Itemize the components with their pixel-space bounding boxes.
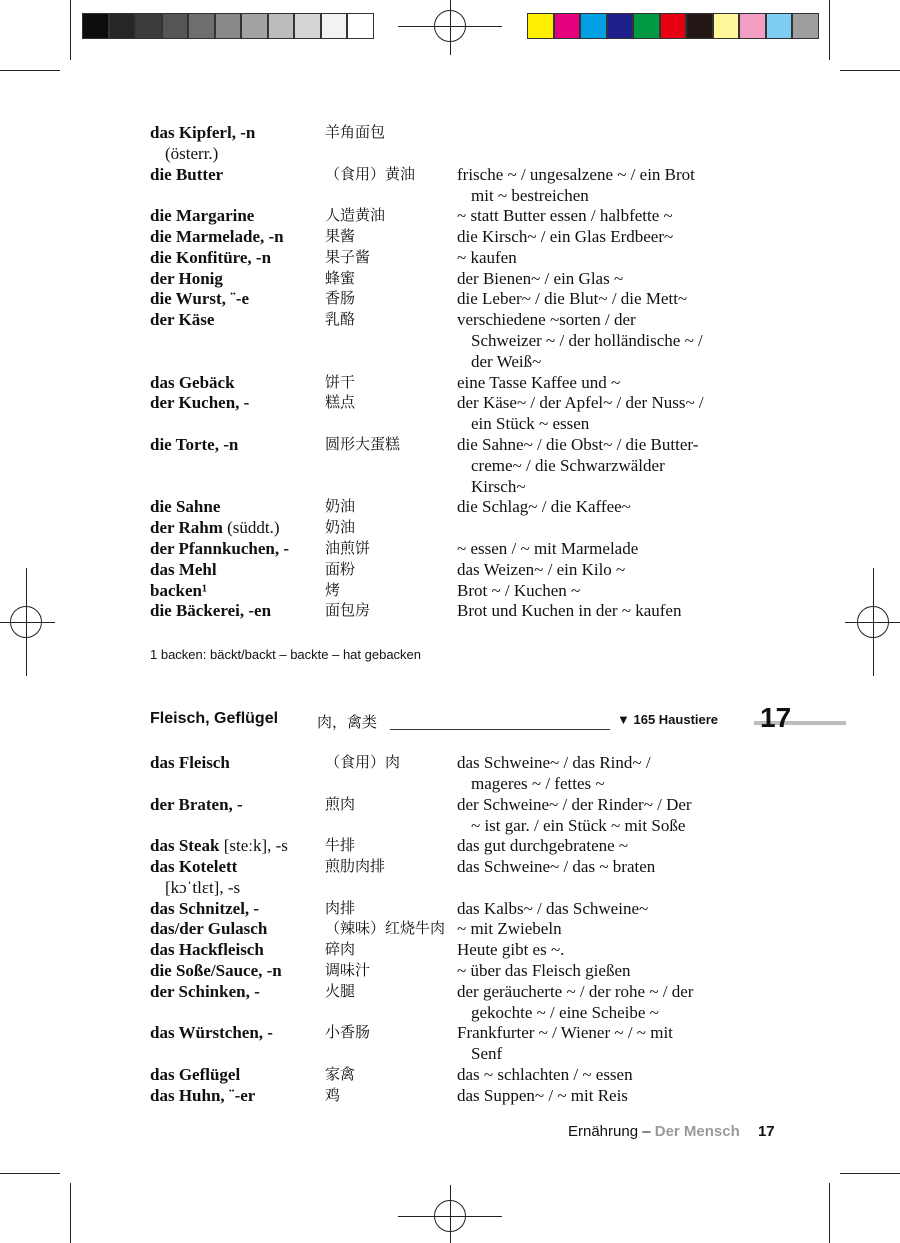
vocab-example: die Leber~ / die Blut~ / die Mett~ — [457, 289, 688, 309]
vocab-example-cell — [457, 392, 757, 434]
vocab-example-cell — [457, 559, 757, 580]
color-swatch — [241, 13, 268, 39]
vocab-term: das Huhn, ¨-er — [150, 1085, 256, 1105]
vocab-example: ~ über das Fleisch gießen — [457, 961, 631, 980]
vocab-chinese: 肉排 — [325, 898, 356, 917]
vocab-chinese: 果酱 — [325, 227, 356, 245]
color-swatch — [739, 13, 766, 39]
vocab-term: das Würstchen, - — [150, 1023, 273, 1043]
vocab-chinese: 糕点 — [325, 393, 356, 412]
color-swatch — [321, 13, 348, 39]
vocab-example-cont: mageres ~ / fettes ~ — [471, 774, 605, 793]
vocab-chinese: 饼干 — [325, 372, 356, 391]
vocab-term: das/der Gulasch — [150, 919, 268, 939]
vocab-example-cell — [457, 164, 757, 206]
vocab-example: der Käse~ / der Apfel~ / der Nuss~ / — [457, 393, 704, 413]
color-swatch — [135, 13, 162, 39]
vocab-example: der Schweine~ / der Rinder~ / Der — [457, 794, 692, 814]
vocab-term-cell — [150, 496, 325, 517]
vocab-term-cell — [150, 538, 325, 559]
vocab-example-cell — [457, 1085, 757, 1106]
color-swatch — [766, 13, 793, 39]
vocab-term: der Honig — [150, 268, 223, 288]
vocab-chinese: 碎肉 — [325, 940, 356, 959]
vocab-term: der Kuchen, - — [150, 393, 250, 413]
color-swatch — [109, 13, 136, 39]
vocab-term-cell — [150, 835, 325, 856]
vocab-term-cell — [150, 517, 325, 538]
vocab-chinese: 香肠 — [325, 289, 356, 308]
vocab-example-cell — [457, 288, 757, 309]
vocab-term-cell — [150, 752, 325, 773]
color-swatch — [162, 13, 189, 39]
vocab-chinese: 面包房 — [325, 601, 371, 620]
vocab-example: das gut durchgebratene ~ — [457, 836, 629, 856]
section-title-chinese: 肉，禽类 — [317, 713, 378, 731]
vocab-example: das Kalbs~ / das Schweine~ — [457, 898, 649, 918]
vocab-term: die Bäckerei, -en — [150, 601, 272, 621]
vocab-term: backen¹ — [150, 580, 208, 600]
color-swatch — [82, 13, 109, 39]
vocab-example: Frankfurter ~ / Wiener ~ / ~ mit — [457, 1023, 673, 1043]
vocab-term: das Hackfleisch — [150, 940, 264, 960]
footer-part: Der Mensch — [654, 1123, 740, 1140]
vocab-term-cell — [150, 268, 325, 289]
vocab-chinese: 小香肠 — [325, 1023, 371, 1042]
vocab-term-note: (süddt.) — [227, 518, 280, 538]
vocab-example-cell — [457, 309, 757, 372]
vocab-example-cont: creme~ / die Schwarzwälder — [471, 456, 665, 475]
vocab-example-cell — [457, 372, 757, 393]
vocab-term: die Marmelade, -n — [150, 227, 284, 246]
vocab-chinese: 牛排 — [325, 836, 356, 855]
vocab-chinese: 奶油 — [325, 518, 356, 537]
footer-chapter: Ernährung – — [568, 1123, 651, 1140]
vocab-term: der Käse — [150, 310, 215, 330]
section-rule — [390, 729, 610, 730]
color-swatch — [554, 13, 581, 39]
vocab-example: verschiedene ~sorten / der — [457, 310, 636, 330]
vocab-term: die Sahne — [150, 497, 221, 517]
vocab-example: ~ essen / ~ mit Marmelade — [457, 539, 639, 558]
vocab-example-cell — [457, 752, 757, 794]
page-number: 17 — [757, 1123, 775, 1140]
color-swatch — [347, 13, 374, 39]
vocab-example-cell — [457, 1064, 757, 1085]
vocab-chinese: 乳酪 — [325, 310, 356, 329]
vocab-term-cell — [150, 1085, 325, 1106]
vocab-term: die Butter — [150, 164, 224, 184]
vocab-example-cont: gekochte ~ / eine Scheibe ~ — [471, 1002, 659, 1022]
vocab-example-cont: ein Stück ~ essen — [471, 414, 590, 434]
vocab-example-cont: Schweizer ~ / der holländische ~ / — [471, 331, 703, 351]
vocab-example: das Suppen~ / ~ mit Reis — [457, 1085, 628, 1105]
footer — [568, 1123, 775, 1140]
vocab-term-cell — [150, 372, 325, 393]
vocab-example-cell — [457, 918, 757, 939]
vocab-example-cont: mit ~ bestreichen — [471, 185, 589, 205]
vocab-example: die Kirsch~ / ein Glas Erdbeer~ — [457, 227, 674, 246]
vocab-example-cell — [457, 1022, 757, 1064]
vocab-example: ~ mit Zwiebeln — [457, 919, 562, 939]
vocab-term-cell — [150, 309, 325, 330]
vocab-example: das Schweine~ / das Rind~ / — [457, 753, 651, 772]
vocab-chinese: （食用）黄油 — [325, 164, 416, 183]
vocab-term-cell — [150, 856, 325, 898]
vocab-example: die Sahne~ / die Obst~ / die Butter- — [457, 435, 699, 454]
vocab-term: der Braten, - — [150, 794, 243, 814]
vocab-example: ~ statt Butter essen / halbfette ~ — [457, 206, 673, 226]
vocab-example-cont: ~ ist gar. / ein Stück ~ mit Soße — [471, 815, 686, 835]
vocab-term: die Wurst, ¨-e — [150, 289, 250, 309]
vocab-term-cell — [150, 918, 325, 939]
color-swatch — [294, 13, 321, 39]
section-title: Fleisch, Geflügel — [150, 710, 279, 727]
vocab-term-note: (österr.) — [165, 144, 219, 163]
vocab-term: die Torte, -n — [150, 435, 239, 454]
vocab-example-cell — [457, 434, 757, 497]
vocab-chinese: 油煎饼 — [325, 539, 371, 557]
vocab-chinese: 羊角面包 — [325, 123, 386, 141]
vocab-chinese: 人造黄油 — [325, 206, 386, 225]
color-swatch — [633, 13, 660, 39]
vocab-term-cell — [150, 247, 325, 268]
vocab-example: die Schlag~ / die Kaffee~ — [457, 497, 631, 517]
vocab-term: die Soße/Sauce, -n — [150, 961, 282, 980]
color-swatch — [215, 13, 242, 39]
color-swatch — [580, 13, 607, 39]
vocab-example-cont: der Weiß~ — [471, 352, 542, 372]
vocab-term: das Mehl — [150, 559, 217, 579]
vocab-example-cell — [457, 939, 757, 960]
vocab-example: das Schweine~ / das ~ braten — [457, 857, 656, 876]
vocab-example-cell — [457, 600, 757, 621]
vocab-term-cell — [150, 794, 325, 815]
footnote: 1 backen: bäckt/backt – backte – hat gebacken — [150, 647, 422, 662]
vocab-example-cell — [457, 226, 757, 247]
vocab-term-cell — [150, 559, 325, 580]
vocab-chinese: 面粉 — [325, 559, 356, 578]
vocab-example-cell — [457, 794, 757, 836]
vocab-chinese: 蜂蜜 — [325, 268, 356, 287]
vocab-example-cell — [457, 835, 757, 856]
vocab-example-cell — [457, 496, 757, 517]
section-number: 17 — [760, 702, 792, 733]
vocab-example-cont: Senf — [471, 1044, 503, 1064]
vocab-term: das Fleisch — [150, 753, 230, 772]
vocab-example: ~ kaufen — [457, 247, 517, 267]
vocab-example-cell — [457, 205, 757, 226]
vocab-term-cell — [150, 600, 325, 621]
vocab-term-note: [steːk], -s — [223, 836, 288, 856]
vocab-example-cell — [457, 960, 757, 981]
vocab-term-cell — [150, 898, 325, 919]
vocab-term: der Pfannkuchen, - — [150, 539, 290, 558]
vocab-example: der Bienen~ / ein Glas ~ — [457, 268, 624, 288]
vocab-term-cell — [150, 939, 325, 960]
vocab-example: der geräucherte ~ / der rohe ~ / der — [457, 981, 694, 1001]
vocab-chinese: 调味汁 — [325, 961, 371, 979]
vocab-term: die Margarine — [150, 206, 255, 226]
vocab-term: der Rahm — [150, 518, 223, 538]
vocab-term: das Kotelett — [150, 857, 238, 876]
vocab-example-cell — [457, 981, 757, 1023]
vocab-term: der Schinken, - — [150, 981, 260, 1001]
vocab-term-cell — [150, 164, 325, 185]
vocab-chinese: 煎肋肉排 — [325, 857, 386, 875]
color-swatch — [686, 13, 713, 39]
vocab-term-note: [kɔˈtlɛt], -s — [165, 878, 241, 897]
vocab-term-cell — [150, 122, 325, 164]
vocab-example-cont: Kirsch~ — [471, 477, 526, 496]
color-swatch — [713, 13, 740, 39]
vocab-example-cell — [457, 247, 757, 268]
color-swatch — [268, 13, 295, 39]
vocab-chinese: 圆形大蛋糕 — [325, 435, 401, 453]
color-swatch — [188, 13, 215, 39]
vocab-term-cell — [150, 1064, 325, 1085]
vocab-example: das Weizen~ / ein Kilo ~ — [457, 559, 626, 579]
vocab-example: das ~ schlachten / ~ essen — [457, 1065, 633, 1084]
vocab-chinese: 鸡 — [325, 1085, 341, 1104]
vocab-example: frische ~ / ungesalzene ~ / ein Brot — [457, 164, 695, 184]
color-swatch — [660, 13, 687, 39]
vocab-chinese: （辣味）红烧牛肉 — [325, 919, 446, 938]
vocab-term-cell — [150, 580, 325, 601]
vocab-chinese: （食用）肉 — [325, 753, 401, 771]
vocab-term-cell — [150, 981, 325, 1002]
vocab-term: das Schnitzel, - — [150, 898, 260, 918]
vocab-example: Brot ~ / Kuchen ~ — [457, 580, 581, 600]
vocab-chinese: 火腿 — [325, 981, 356, 1000]
vocab-chinese: 煎肉 — [325, 794, 356, 813]
vocab-example: Brot und Kuchen in der ~ kaufen — [457, 601, 682, 621]
vocab-term: das Geflügel — [150, 1065, 241, 1084]
vocab-term-cell — [150, 434, 325, 455]
vocab-term: das Kipferl, -n — [150, 123, 256, 142]
vocab-term-cell — [150, 288, 325, 309]
vocab-example-cell — [457, 538, 757, 559]
vocab-chinese: 烤 — [325, 580, 341, 599]
vocab-example: eine Tasse Kaffee und ~ — [457, 372, 621, 392]
vocab-term-cell — [150, 960, 325, 981]
vocab-example-cell — [457, 898, 757, 919]
vocab-term: das Gebäck — [150, 372, 235, 392]
vocab-term: die Konfitüre, -n — [150, 247, 272, 267]
cross-reference: ▼ 165 Haustiere — [617, 712, 719, 727]
color-swatch — [792, 13, 819, 39]
vocab-example-cell — [457, 580, 757, 601]
vocab-chinese: 果子酱 — [325, 247, 371, 266]
vocab-term-cell — [150, 1022, 325, 1043]
vocab-term: das Steak — [150, 836, 220, 856]
vocab-example-cell — [457, 268, 757, 289]
vocab-example: Heute gibt es ~. — [457, 940, 565, 960]
vocab-chinese: 家禽 — [325, 1065, 356, 1083]
vocab-term-cell — [150, 226, 325, 247]
color-swatch — [527, 13, 554, 39]
color-swatch — [607, 13, 634, 39]
vocab-term-cell — [150, 205, 325, 226]
vocab-term-cell — [150, 392, 325, 413]
vocab-example-cell — [457, 856, 757, 877]
vocab-chinese: 奶油 — [325, 497, 356, 516]
